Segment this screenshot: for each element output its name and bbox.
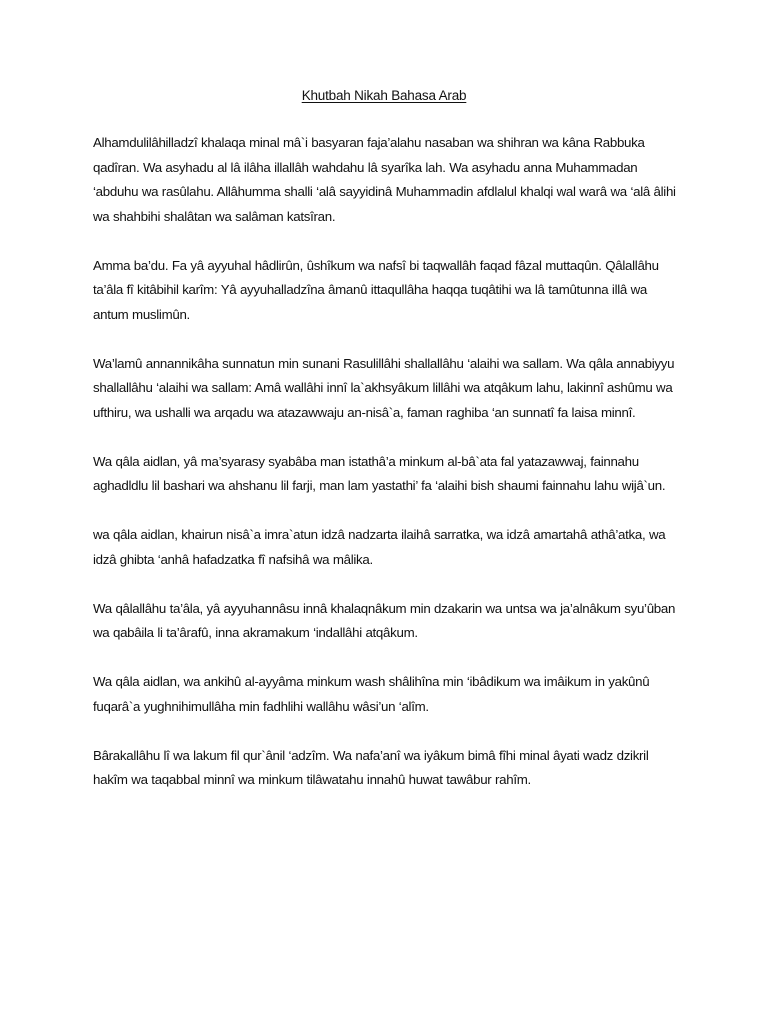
document-title: Khutbah Nikah Bahasa Arab: [301, 88, 467, 103]
paragraph-opening-praise: Alhamdulilâhilladzî khalaqa minal mâ`i basyaran faja’alahu nasaban wa shihran wa kâna Rabbuka qadîran. Wa asyhadu al lâ ilâha illallâh wahdahu lâ syarîka lah. Wa asyhadu anna Muhammadan ‘abduhu wa rasûlahu. Allâhumma shalli ‘alâ sayyidinâ Muhammadin afdlalul khalqi wal warâ wa ‘alâ âlihi wa shahbihi shalâtan wa salâman katsîran.: [93, 135, 676, 224]
paragraph-amma-badu: Amma ba’du. Fa yâ ayyuhal hâdlirûn, ûshîkum wa nafsî bi taqwallâh faqad fâzal muttaqûn. Qâlallâhu ta’âla fî kitâbihil karîm: Yâ ayyuhalladzîna âmanû ittaqullâha haqqa tuqâtihi wa lâ tamûtunna illâ wa antum muslimûn.: [93, 257, 659, 322]
paragraph-youth-advice: Wa qâla aidlan, yâ ma’syarasy syabâba man istathâ’a minkum al-bâ`ata fal yatazawwaj, fainnahu aghadldlu lil bashari wa ahshanu lil farji, man lam yastathi’ fa ‘alaihi bish shaumi fainnahu lahu wijâ`un.: [93, 453, 666, 493]
paragraph-best-women: wa qâla aidlan, khairun nisâ`a imra`atun idzâ nadzarta ilaihâ sarratka, wa idzâ amartahâ athâ’atka, wa idzâ ghibta ‘anhâ hafadzatka fî nafsihâ wa mâlika.: [93, 527, 666, 567]
paragraph-marry-single: Wa qâla aidlan, wa ankihû al-ayyâma minkum wash shâlihîna min ‘ibâdikum wa imâikum in yakûnû fuqarâ`a yughnihimullâha min fadhlihi wallâhu wâsi’un ‘alîm.: [93, 674, 650, 714]
paragraph-closing-prayer: Bârakallâhu lî wa lakum fil qur`ânil ‘adzîm. Wa nafa’anî wa iyâkum bimâ fîhi minal âyati wadz dzikril hakîm wa taqabbal minnî wa minkum tilâwatahu innahû huwat tawâbur rahîm.: [93, 747, 649, 787]
paragraph-mankind-created: Wa qâlallâhu ta’âla, yâ ayyuhannâsu innâ khalaqnâkum min dzakarin wa untsa wa ja’alnâkum syu’ûban wa qabâila li ta’ârafû, inna akramakum ‘indallâhi atqâkum.: [93, 600, 676, 640]
document-body: [93, 131, 679, 817]
paragraph-sunnah-nikah: Wa’lamû annannikâha sunnatun min sunani Rasulillâhi shallallâhu ‘alaihi wa sallam. Wa qâla annabiyyu shallallâhu ‘alaihi wa sallam: Amâ wallâhi innî la`akhsyâkum lillâhi wa atqâkum lahu, lakinnî ashûmu wa ufthiru, wa ushalli wa arqadu wa atazawwaju an-nisâ`a, faman raghiba ‘an sunnatî fa laisa minnî.: [93, 355, 675, 420]
